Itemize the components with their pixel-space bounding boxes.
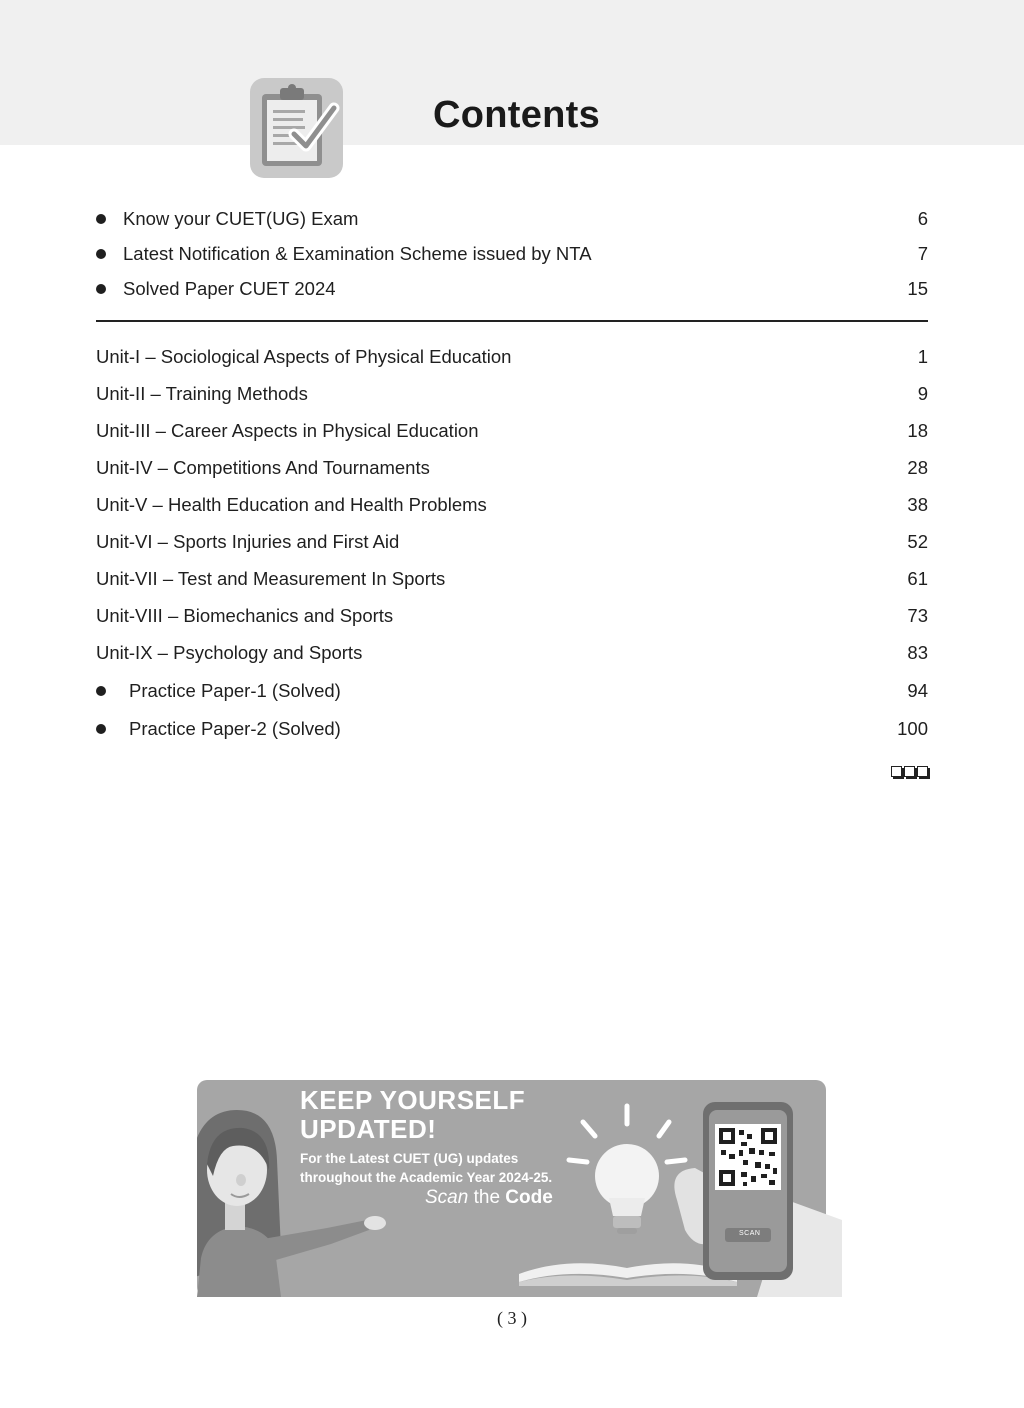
toc-unit-entry[interactable] <box>96 492 928 518</box>
toc-entry-title: Unit-IV – Competitions And Tournaments <box>96 457 430 478</box>
page-title: Contents <box>433 94 601 136</box>
toc-entry-title: Practice Paper-2 (Solved) <box>129 718 341 739</box>
toc-entry-title: Unit-IX – Psychology and Sports <box>96 642 363 663</box>
toc-entry-title: Unit-I – Sociological Aspects of Physical Education <box>96 346 512 367</box>
toc-entry-title: Latest Notification & Examination Scheme issued by NTA <box>123 243 592 264</box>
toc-entry-title: Unit-VI – Sports Injuries and First Aid <box>96 531 400 552</box>
toc-entry-page: 15 <box>907 278 928 299</box>
bullet-icon <box>96 724 106 734</box>
toc-entry-title: Practice Paper-1 (Solved) <box>129 680 341 701</box>
toc-unit-entry[interactable] <box>96 381 928 407</box>
toc-entry[interactable] <box>96 678 928 704</box>
toc-entry-page: 73 <box>907 605 928 626</box>
toc-entry-title: Unit-II – Training Methods <box>96 383 308 404</box>
toc-entry-page: 83 <box>907 642 928 663</box>
toc-entry-page: 18 <box>907 420 928 441</box>
toc-entry-page: 94 <box>907 680 928 701</box>
toc-entry-page: 1 <box>917 346 928 367</box>
toc-entry-page: 52 <box>907 531 928 552</box>
promo-banner[interactable] <box>197 1080 842 1297</box>
toc-entry-title: Unit-V – Health Education and Health Problems <box>96 494 487 515</box>
toc-entry[interactable] <box>96 276 928 302</box>
phone-icon <box>703 1102 793 1280</box>
banner-headline <box>300 1086 560 1144</box>
toc-entry[interactable] <box>96 716 928 742</box>
toc-unit-entry[interactable] <box>96 603 928 629</box>
toc-unit-entry[interactable] <box>96 418 928 444</box>
banner-headline-line-1: KEEP YOURSELF <box>300 1085 526 1115</box>
bullet-icon <box>96 214 106 224</box>
toc-entry-title: Solved Paper CUET 2024 <box>123 278 336 299</box>
end-mark-icon <box>891 766 928 777</box>
toc-entry-page: 9 <box>917 383 928 404</box>
scan-button[interactable]: SCAN <box>739 1230 761 1237</box>
toc-unit-entry[interactable] <box>96 566 928 592</box>
bullet-icon <box>96 249 106 259</box>
banner-subtext: For the Latest CUET (UG) updates throughout the Academic Year 2024-25. <box>300 1151 553 1185</box>
toc-entry-title: Unit-VII – Test and Measurement In Sports <box>96 568 446 589</box>
toc-unit-entry[interactable] <box>96 640 928 666</box>
bullet-icon <box>96 284 106 294</box>
the-word: the <box>473 1187 501 1208</box>
scan-the-code-text <box>425 1187 553 1209</box>
banner-headline-line-2: UPDATED! <box>300 1114 437 1144</box>
clipboard-check-icon <box>250 78 343 178</box>
toc-entry-title: Unit-III – Career Aspects in Physical Education <box>96 420 479 441</box>
toc-entry-page: 38 <box>907 494 928 515</box>
toc-entry-title: Know your CUET(UG) Exam <box>123 208 359 229</box>
toc-entry[interactable] <box>96 206 928 232</box>
scan-word: Scan <box>425 1187 469 1208</box>
lightbulb-icon <box>595 1144 659 1234</box>
toc-entry-page: 6 <box>917 208 928 229</box>
toc-unit-entry[interactable] <box>96 455 928 481</box>
toc-unit-entry[interactable] <box>96 529 928 555</box>
bullet-icon <box>96 686 106 696</box>
toc-entry-page: 61 <box>907 568 928 589</box>
code-word: Code <box>505 1187 553 1208</box>
toc-entry-page: 100 <box>897 718 928 739</box>
toc-entry[interactable] <box>96 241 928 267</box>
toc-entry-page: 28 <box>907 457 928 478</box>
divider <box>96 320 928 322</box>
page-number: ( 3 ) <box>497 1308 527 1328</box>
toc-entry-title: Unit-VIII – Biomechanics and Sports <box>96 605 394 626</box>
toc-unit-entry[interactable] <box>96 344 928 370</box>
toc-entry-page: 7 <box>917 243 928 264</box>
